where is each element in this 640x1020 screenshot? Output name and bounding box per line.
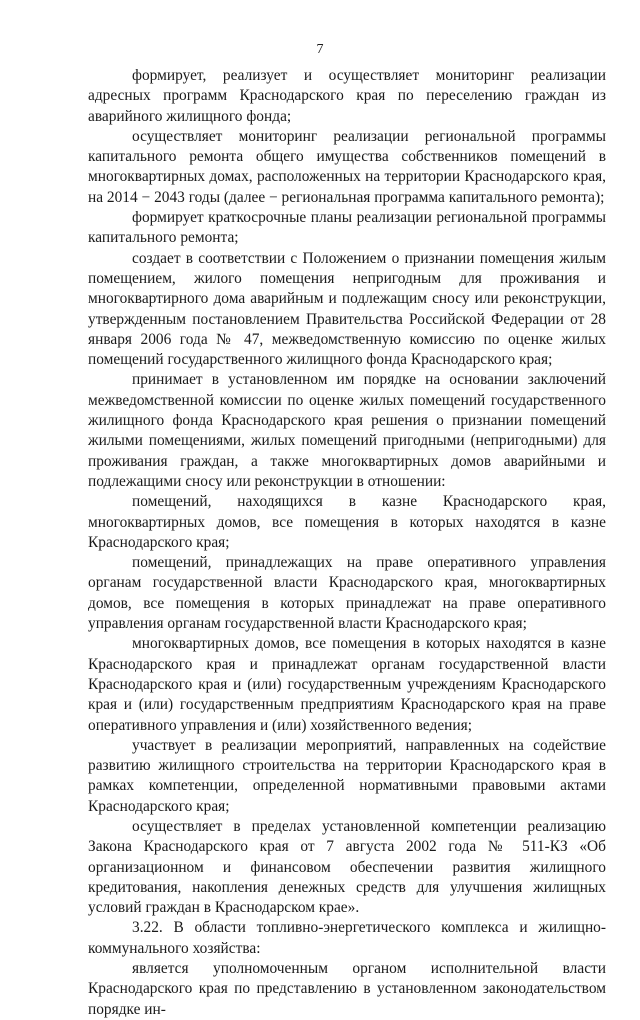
paragraph: является уполномоченным органом исполнительной власти Краснодарского края по представлению в установленном законодательством порядке ин- — [88, 960, 606, 1018]
paragraph: создает в соответствии с Положением о признании помещения жилым помещением, жилого помещения непригодным для проживания и многоквартирного дома аварийным и подлежащим сносу или реконструкции, утвержденным постановлением Правительства Российской Федерации от 28 января 2006 года № 47, межведомственную комиссию по оценке жилых помещений государственного жилищного фонда Краснодарского края; — [88, 249, 606, 369]
paragraph: помещений, находящихся в казне Краснодарского края, многоквартирных домов, все помещения в которых находятся в казне Краснодарского края; — [88, 493, 606, 551]
document-body — [88, 66, 606, 1020]
paragraph: многоквартирных домов, все помещения в которых находятся в казне Краснодарского края и принадлежат органам государственной власти Краснодарского края и (или) государственным учреждениям Краснодарского края и (или) государственным предприятиям Краснодарского края на праве оперативного управления и (или) хозяйственного ведения; — [88, 635, 606, 734]
paragraph: участвует в реализации мероприятий, направленных на содействие развитию жилищного строительства на территории Краснодарского края в рамках компетенции, определенной нормативными правовыми актами Краснодарского края; — [88, 736, 606, 815]
paragraph: осуществляет в пределах установленной компетенции реализацию Закона Краснодарского края от 7 августа 2002 года № 511-КЗ «Об организационном и финансовом обеспечении развития жилищного кредитования, накопления денежных средств для улучшения жилищных условий граждан в Краснодарском крае». — [88, 817, 606, 917]
page-number: 7 — [316, 42, 324, 57]
paragraph: формирует, реализует и осуществляет мониторинг реализации адресных программ Краснодарского края по переселению граждан из аварийного жилищного фонда; — [88, 67, 606, 125]
paragraph: принимает в установленном им порядке на основании заключений межведомственной комиссии по оценке жилых помещений государственного жилищного фонда Краснодарского края решения о признании помещений жилыми помещениями, жилых помещений пригодными (непригодными) для проживания граждан, а также многоквартирных домов аварийными и подлежащими сносу или реконструкции в отношении: — [88, 371, 606, 490]
paragraph: осуществляет мониторинг реализации региональной программы капитального ремонта общего имущества собственников помещений в многоквартирных домах, расположенных на территории Краснодарского края, на 2014 − 2043 годы (далее − региональная программа капитального ремонта); — [88, 127, 606, 206]
section-heading-paragraph: 3.22. В области топливно-энергетического комплекса и жилищно-коммунального хозяйства: — [88, 919, 606, 957]
paragraph: формирует краткосрочные планы реализации региональной программы капитального ремонта; — [88, 209, 606, 247]
paragraph: помещений, принадлежащих на праве оперативного управления органам государственной власти Краснодарского края, многоквартирных домов, все помещения в которых принадлежат на праве оперативного управления органам государственной власти Краснодарского края; — [88, 554, 606, 633]
